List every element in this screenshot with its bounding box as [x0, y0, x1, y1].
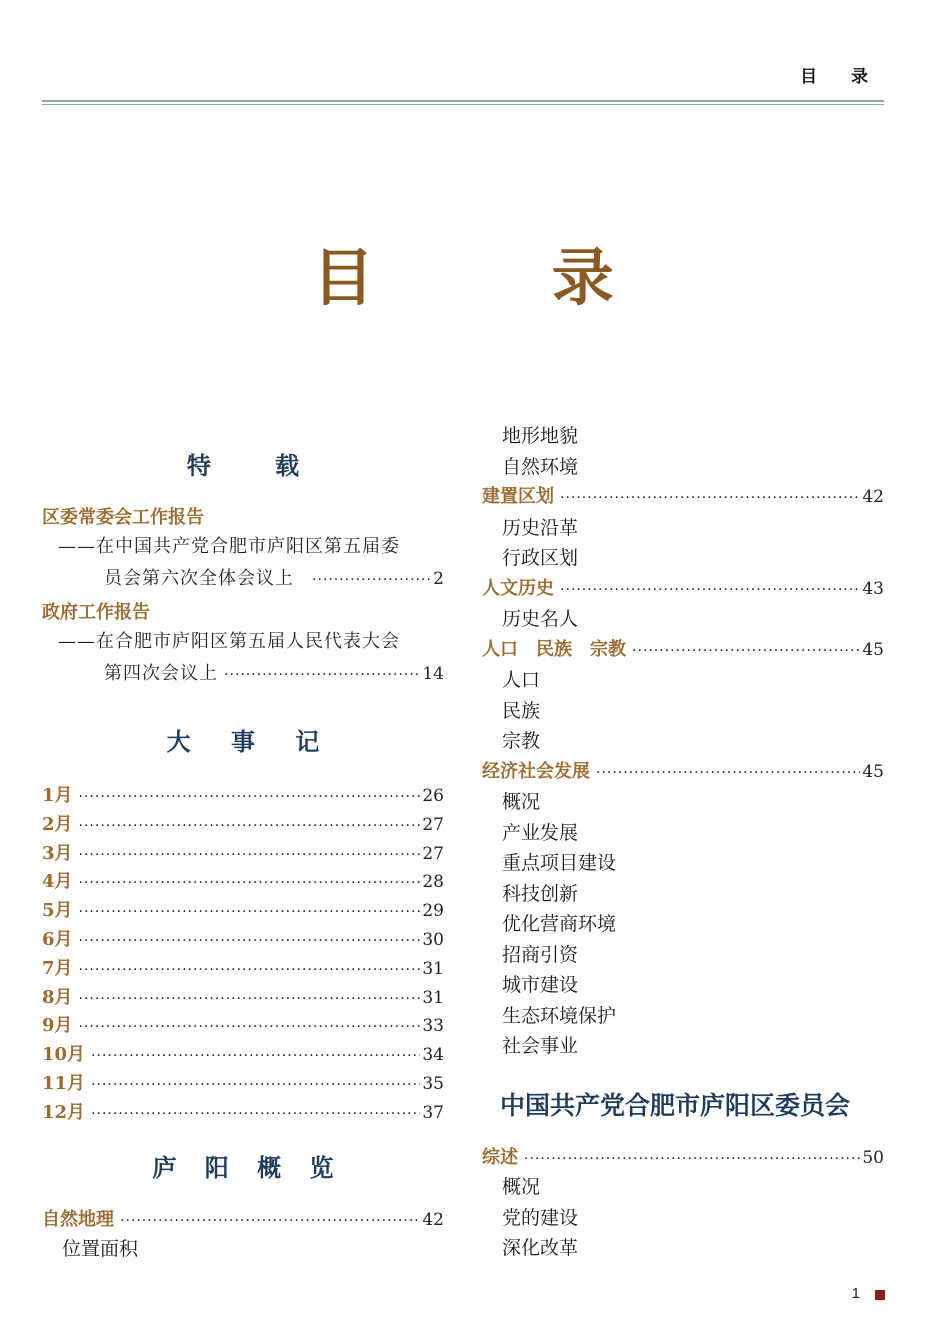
toc-leader: [91, 1048, 420, 1064]
toc-page: 42: [422, 1210, 444, 1230]
toc-entry[interactable]: [42, 781, 444, 810]
toc-page: 33: [422, 1016, 444, 1037]
toc-page: 14: [422, 664, 444, 684]
toc-subtitle: ——在合肥市庐阳区第五届人民代表大会: [58, 631, 400, 652]
events-list: [42, 781, 444, 1127]
toc-category: 政府工作报告: [42, 602, 150, 623]
toc-subitem[interactable]: 生态环境保护: [502, 1004, 617, 1027]
toc-subline[interactable]: [42, 659, 444, 693]
toc-category: 综述: [482, 1147, 518, 1168]
toc-subitem[interactable]: 位置面积: [62, 1238, 139, 1260]
page-title: 目 录: [312, 241, 692, 314]
toc-leader: [79, 847, 421, 863]
toc-entry[interactable]: [42, 896, 444, 925]
toc-leader: [79, 789, 421, 805]
toc-entry[interactable]: [482, 482, 884, 513]
toc-category: 区委常委会工作报告: [42, 507, 204, 528]
toc-category: 4月: [42, 871, 73, 893]
toc-leader: [560, 490, 860, 506]
toc-subitem[interactable]: 历史沿革: [502, 516, 579, 539]
toc-entry[interactable]: [482, 635, 884, 666]
toc-entry[interactable]: [42, 598, 444, 627]
toc-leader: [79, 933, 421, 949]
toc-leader: [312, 572, 431, 588]
header-rule: [42, 100, 884, 102]
toc-subitem[interactable]: 党的建设: [502, 1206, 579, 1229]
toc-subitem[interactable]: 行政区划: [502, 547, 579, 569]
toc-subtitle: ——在中国共产党合肥市庐阳区第五届委: [58, 536, 400, 557]
toc-entry[interactable]: [42, 1069, 444, 1098]
right-column: [482, 421, 884, 1062]
toc-subitem[interactable]: 历史名人: [502, 608, 579, 630]
toc-leader: [596, 765, 860, 781]
toc-subline[interactable]: [42, 564, 444, 598]
section-heading-party: 中国共产党合肥市庐阳区委员会: [500, 1091, 851, 1120]
running-header: 目 录: [800, 67, 882, 87]
toc-page: 50: [862, 1148, 884, 1168]
toc-entry[interactable]: [482, 574, 884, 605]
toc-subitem[interactable]: 社会事业: [502, 1035, 579, 1057]
toc-subitem[interactable]: 城市建设: [502, 974, 579, 996]
section-heading-special: 特 载: [186, 451, 328, 480]
party-list: [482, 1143, 884, 1264]
toc-entry[interactable]: [42, 810, 444, 839]
toc-page: 27: [422, 814, 444, 835]
toc-page: 29: [422, 901, 444, 922]
toc-category: 3月: [42, 842, 73, 864]
toc-entry[interactable]: [482, 1143, 884, 1172]
toc-entry[interactable]: [42, 1098, 444, 1127]
toc-leader: [91, 1106, 420, 1122]
toc-subtitle: 第四次会议上: [104, 663, 218, 684]
toc-subitem[interactable]: 人口: [502, 669, 541, 691]
toc-category: 人口 民族 宗教: [482, 638, 626, 660]
toc-category: 建置区划: [482, 486, 554, 507]
toc-page: 31: [422, 987, 444, 1008]
toc-leader: [79, 1019, 421, 1035]
toc-subitem[interactable]: 概况: [502, 1176, 541, 1198]
toc-leader: [120, 1213, 420, 1229]
toc-entry[interactable]: [42, 1011, 444, 1040]
toc-subitem[interactable]: 深化改革: [502, 1237, 579, 1259]
toc-category: 6月: [42, 928, 73, 950]
toc-page: 2: [433, 569, 444, 589]
toc-entry[interactable]: [42, 954, 444, 983]
toc-subitem[interactable]: 产业发展: [502, 821, 579, 844]
toc-page: 45: [862, 761, 884, 782]
toc-page: 31: [422, 958, 444, 979]
toc-category: 9月: [42, 1015, 73, 1037]
toc-page: 28: [422, 872, 444, 893]
section-heading-events: 大 事 记: [166, 727, 336, 756]
toc-page: 43: [862, 578, 884, 599]
toc-subitem[interactable]: 招商引资: [502, 943, 579, 966]
toc-page: 34: [422, 1045, 444, 1066]
toc-leader: [632, 643, 860, 659]
toc-category: 7月: [42, 957, 73, 979]
toc-subtitle: 员会第六次全体会议上: [104, 568, 294, 589]
toc-category: 5月: [42, 900, 73, 922]
toc-leader: [79, 962, 421, 978]
toc-leader: [560, 582, 860, 598]
overview-list: [42, 1205, 444, 1265]
section-heading-overview: 庐 阳 概 览: [152, 1153, 344, 1182]
special-list: [42, 503, 444, 693]
toc-category: 2月: [42, 813, 73, 835]
toc-subitem[interactable]: 地形地貌: [502, 425, 579, 447]
toc-category: 自然地理: [42, 1209, 114, 1230]
toc-entry[interactable]: [482, 757, 884, 788]
toc-subitem[interactable]: 重点项目建设: [502, 852, 617, 874]
page-number: 1: [851, 1285, 860, 1302]
toc-category: 经济社会发展: [482, 760, 590, 782]
toc-page: 35: [422, 1073, 444, 1094]
toc-leader: [79, 991, 421, 1007]
toc-entry[interactable]: [42, 839, 444, 868]
toc-category: 12月: [42, 1101, 86, 1123]
toc-category: 8月: [42, 986, 73, 1008]
toc-category: 人文历史: [482, 577, 554, 599]
toc-category: 1月: [42, 785, 73, 806]
toc-leader: [524, 1151, 860, 1167]
toc-page: 42: [862, 487, 884, 507]
toc-page: 27: [422, 843, 444, 864]
page-marker-square: [875, 1290, 885, 1300]
toc-subitem[interactable]: 民族: [502, 699, 541, 722]
toc-entry[interactable]: [42, 503, 444, 532]
toc-leader: [224, 667, 420, 683]
toc-page: 45: [862, 639, 884, 660]
toc-page: 26: [422, 786, 444, 806]
toc-category: 10月: [42, 1044, 86, 1066]
toc-subline: [42, 627, 444, 659]
toc-subitem[interactable]: 自然环境: [502, 455, 579, 478]
toc-subitem[interactable]: 宗教: [502, 730, 541, 752]
toc-entry[interactable]: [42, 867, 444, 896]
toc-category: 11月: [42, 1072, 86, 1094]
toc-leader: [79, 904, 421, 920]
toc-subitem[interactable]: 概况: [502, 791, 541, 813]
toc-subline: [42, 532, 444, 564]
toc-entry[interactable]: [42, 925, 444, 954]
toc-entry[interactable]: [42, 1040, 444, 1069]
header-rule-thin: [42, 104, 884, 105]
toc-leader: [79, 818, 421, 834]
toc-leader: [91, 1077, 420, 1093]
toc-subitem[interactable]: 优化营商环境: [502, 913, 617, 935]
toc-page: 37: [422, 1102, 444, 1123]
toc-subitem[interactable]: 科技创新: [502, 882, 579, 905]
toc-page: 30: [422, 929, 444, 950]
toc-entry[interactable]: [42, 983, 444, 1012]
toc-leader: [79, 875, 421, 891]
toc-entry[interactable]: [42, 1205, 444, 1234]
